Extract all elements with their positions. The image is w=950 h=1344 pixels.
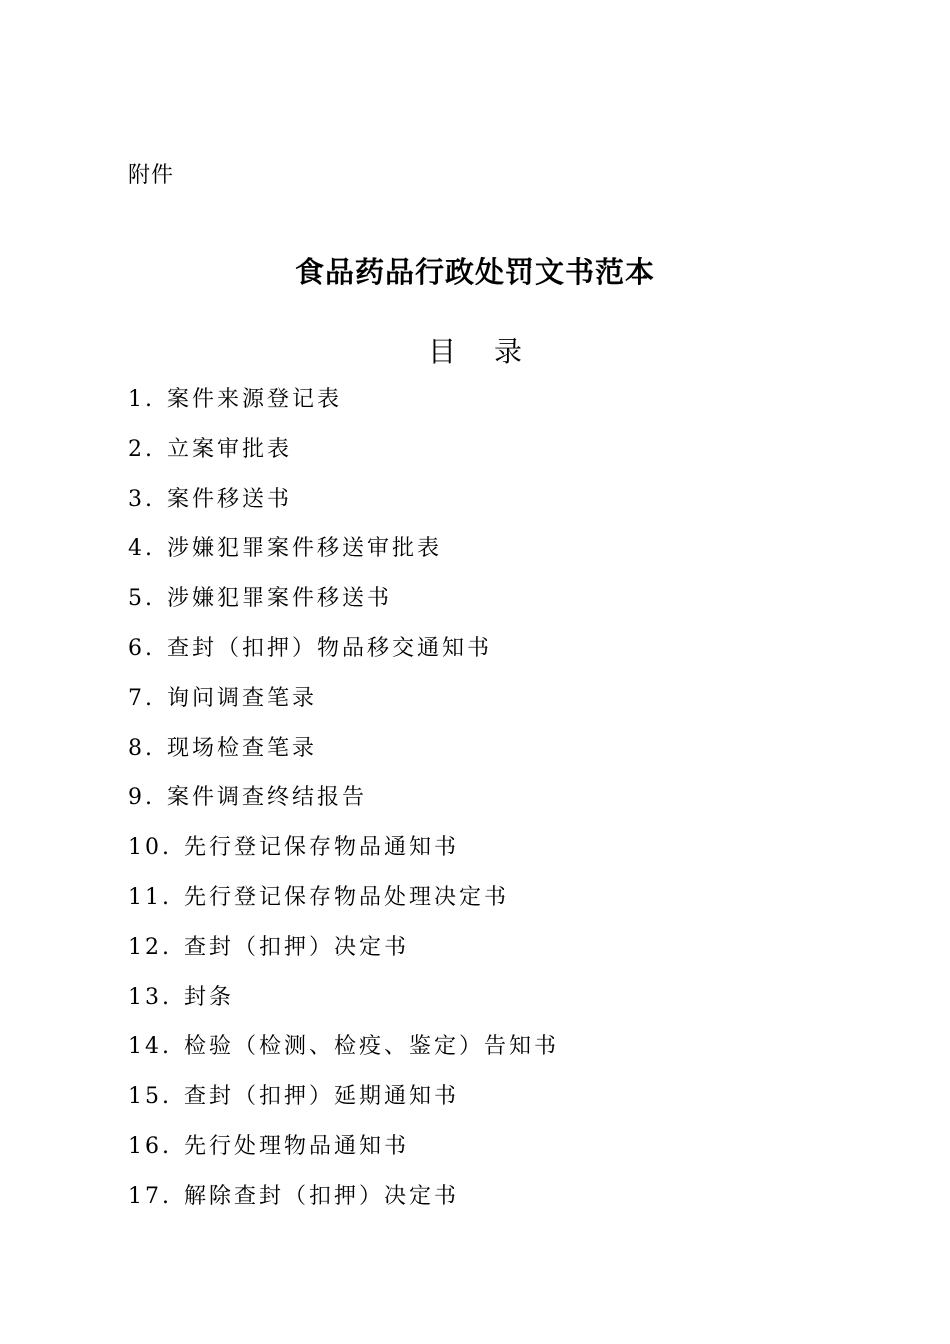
toc-heading [0,333,950,371]
toc-item-title: 检验（检测、检疫、鉴定）告知书 [184,1034,560,1060]
toc-item-title: 查封（扣押）延期通知书 [184,1084,460,1110]
toc-item-number: 14. [128,1034,172,1060]
toc-item [128,829,559,879]
toc-item [128,979,559,1029]
toc-item [128,630,559,680]
toc-item-title: 封条 [184,984,235,1010]
toc-item [128,879,559,929]
toc-item [128,1128,559,1178]
toc-item-title: 涉嫌犯罪案件移送书 [167,586,393,612]
toc-list [128,381,559,1228]
toc-item [128,1078,559,1128]
document-title: 食品药品行政处罚文书范本 [294,255,655,289]
toc-item-title: 解除查封（扣押）决定书 [184,1183,460,1209]
toc-item [128,481,559,531]
toc-item-title: 案件调查终结报告 [167,785,368,811]
toc-item-title: 先行处理物品通知书 [184,1133,410,1159]
toc-item-number: 9. [128,785,155,811]
toc-item-number: 3. [128,486,155,512]
toc-item-number: 5. [128,586,155,612]
toc-item-title: 先行登记保存物品通知书 [184,835,460,861]
toc-item-number: 1. [128,387,155,412]
toc-item-title: 询问调查笔录 [167,685,318,711]
toc-item-number: 8. [128,735,155,761]
toc-item-number: 17. [128,1183,172,1209]
toc-item-title: 现场检查笔录 [167,735,318,761]
toc-item-number: 10. [128,835,172,861]
toc-item-number: 15. [128,1084,172,1110]
toc-item-number: 7. [128,685,155,711]
toc-item-title: 涉嫌犯罪案件移送审批表 [167,536,443,562]
toc-heading-left: 目 [427,335,456,368]
toc-item-number: 16. [128,1133,172,1159]
toc-item [128,381,559,431]
toc-item [128,929,559,979]
toc-item [128,779,559,829]
toc-item-number: 12. [128,934,172,960]
toc-item [128,530,559,580]
toc-item [128,1178,559,1228]
toc-item-title: 案件来源登记表 [167,387,343,412]
toc-item-title: 查封（扣押）物品移交通知书 [167,635,493,661]
toc-item [128,431,559,481]
toc-item-number: 13. [128,984,172,1010]
toc-item-title: 案件移送书 [167,486,293,512]
toc-item-title: 查封（扣押）决定书 [184,934,410,960]
toc-item-number: 4. [128,536,155,562]
toc-item [128,730,559,780]
toc-item-number: 6. [128,635,155,661]
toc-item-number: 11. [128,884,172,910]
toc-item-title: 先行登记保存物品处理决定书 [184,884,510,910]
toc-heading-right: 录 [494,335,523,368]
toc-item [128,680,559,730]
attachment-label: 附件 [128,163,175,188]
toc-item [128,580,559,630]
toc-item-number: 2. [128,436,155,462]
toc-item-title: 立案审批表 [167,436,293,462]
toc-item [128,1028,559,1078]
